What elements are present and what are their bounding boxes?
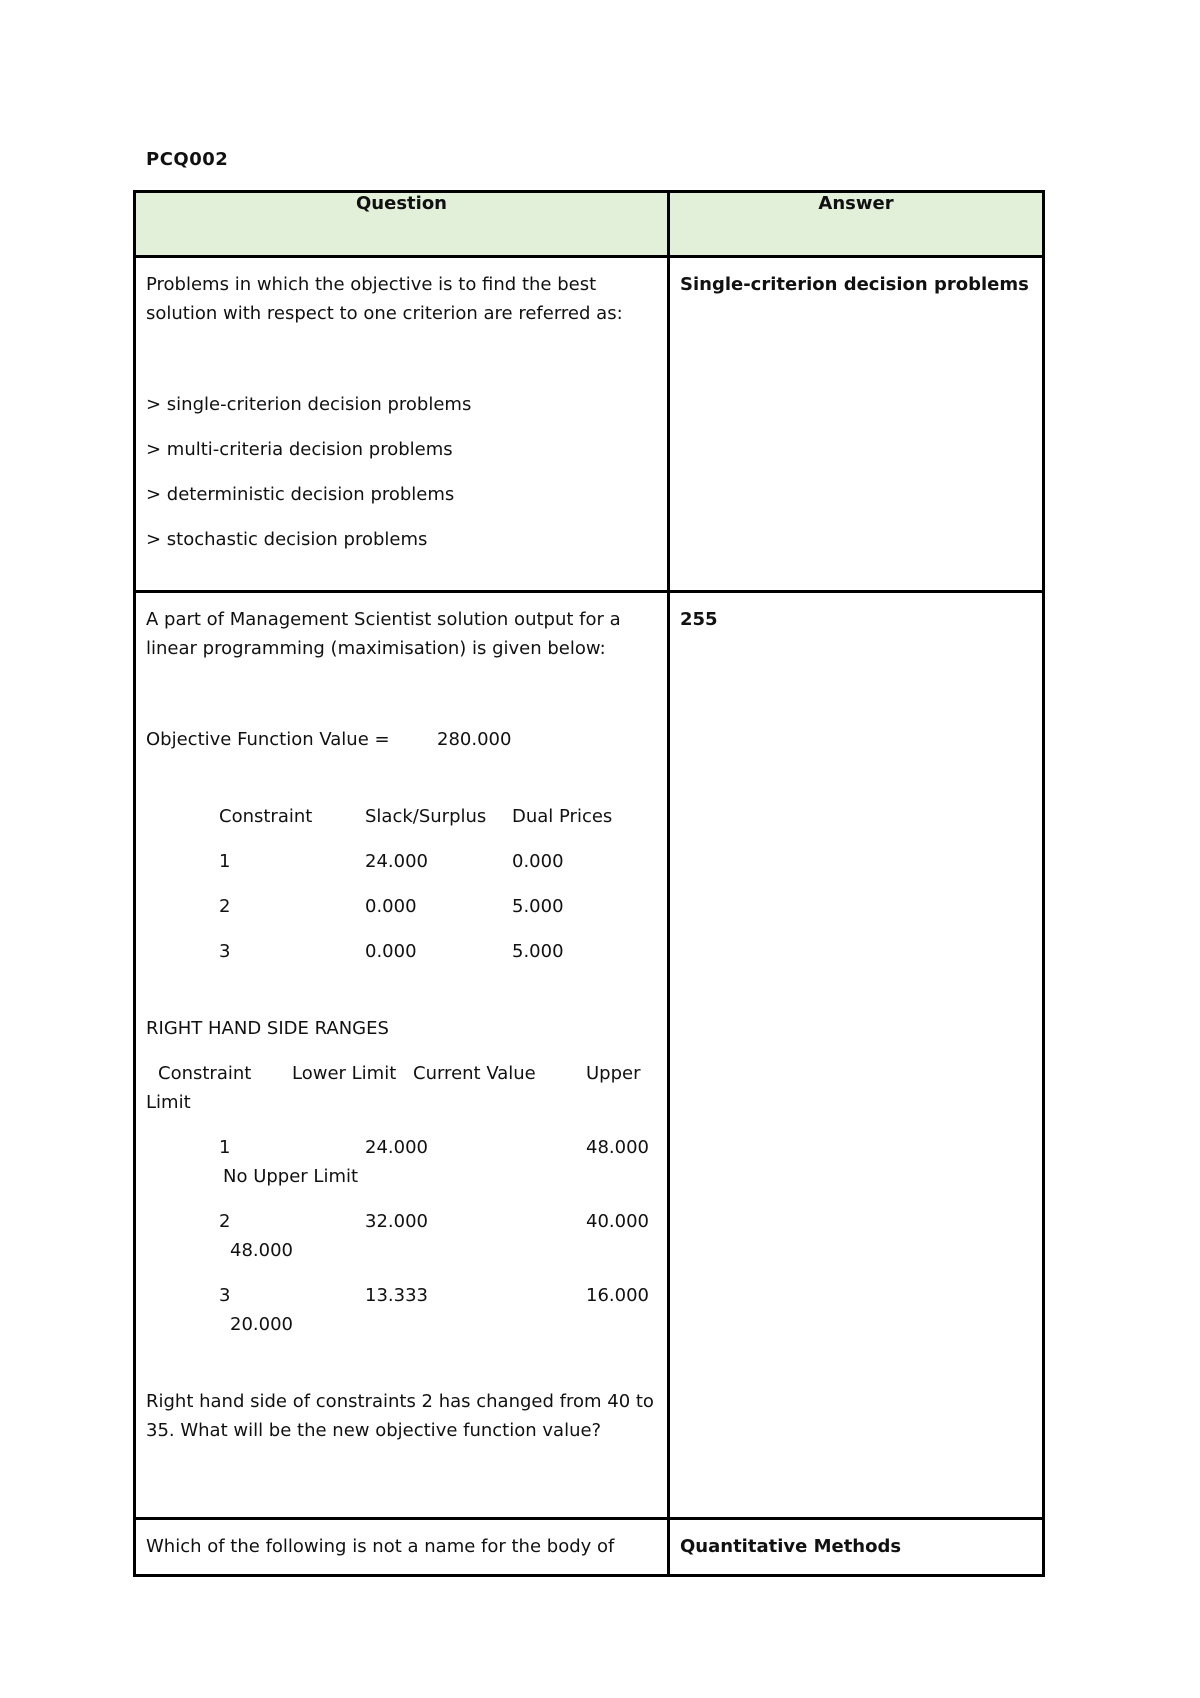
rhs-header-limit: Limit <box>146 1092 191 1113</box>
question-text: Right hand side of constraints 2 has changed from 40 to 35. What will be the new objective function value? <box>146 1391 654 1441</box>
table-row <box>135 592 1044 1519</box>
rhs-table-row <box>146 1281 657 1339</box>
question-intro: A part of Management Scientist solution output for a linear programming (maximisation) is given below: <box>146 609 621 659</box>
document-id: PCQ002 <box>146 149 229 170</box>
dual-table-row <box>146 937 657 966</box>
answer-cell <box>669 257 1044 592</box>
objective-function-value: 280.000 <box>437 729 512 750</box>
rhs-cell: 16.000 <box>586 1285 649 1306</box>
dual-cell: 0.000 <box>365 941 417 962</box>
table-header-row <box>135 192 1044 257</box>
objective-function-label: Objective Function Value = <box>146 729 390 750</box>
option-item: > stochastic decision problems <box>146 529 428 550</box>
rhs-header-constraint: Constraint <box>158 1063 252 1084</box>
question-cell <box>135 592 669 1519</box>
table-row <box>135 1519 1044 1576</box>
dual-cell: 5.000 <box>512 941 564 962</box>
answer-text: Single-criterion decision problems <box>680 274 1029 295</box>
answer-text: 255 <box>680 609 718 630</box>
question-answer-table <box>133 190 1045 1577</box>
objective-function-line <box>146 725 657 754</box>
dual-cell: 24.000 <box>365 851 428 872</box>
option-item: > deterministic decision problems <box>146 484 455 505</box>
option-item: > multi-criteria decision problems <box>146 439 453 460</box>
answer-text: Quantitative Methods <box>680 1536 902 1557</box>
rhs-cell: 2 <box>219 1211 231 1232</box>
rhs-table-header <box>146 1059 657 1117</box>
option-item: > single-criterion decision problems <box>146 394 472 415</box>
rhs-header-current: Current Value <box>413 1063 536 1084</box>
answer-header: Answer <box>669 192 1044 257</box>
dual-header-dual: Dual Prices <box>512 806 613 827</box>
question-header: Question <box>135 192 669 257</box>
rhs-title-line <box>146 1014 657 1043</box>
rhs-table-row <box>146 1207 657 1265</box>
dual-cell: 3 <box>219 941 231 962</box>
rhs-cell: 3 <box>219 1285 231 1306</box>
rhs-cell: 48.000 <box>230 1240 293 1261</box>
answer-cell <box>669 1519 1044 1576</box>
dual-table-row <box>146 847 657 876</box>
rhs-cell: 48.000 <box>586 1137 649 1158</box>
question-text: Problems in which the objective is to find the best solution with respect to one criterion are referred as: <box>146 274 623 324</box>
dual-cell: 1 <box>219 851 231 872</box>
dual-table-row <box>146 892 657 921</box>
dual-cell: 0.000 <box>512 851 564 872</box>
dual-table-header <box>146 802 657 831</box>
rhs-cell: 40.000 <box>586 1211 649 1232</box>
table-row <box>135 257 1044 592</box>
dual-header-slack: Slack/Surplus <box>365 806 487 827</box>
rhs-cell: 13.333 <box>365 1285 428 1306</box>
rhs-cell: 32.000 <box>365 1211 428 1232</box>
question-cell <box>135 257 669 592</box>
rhs-cell: 20.000 <box>230 1314 293 1335</box>
dual-cell: 0.000 <box>365 896 417 917</box>
dual-header-constraint: Constraint <box>219 806 313 827</box>
answer-cell <box>669 592 1044 1519</box>
rhs-title: RIGHT HAND SIDE RANGES <box>146 1018 389 1039</box>
question-text: Which of the following is not a name for the body of <box>146 1536 615 1557</box>
question-cell <box>135 1519 669 1576</box>
rhs-cell: 1 <box>219 1137 231 1158</box>
rhs-table-row <box>146 1133 657 1191</box>
rhs-cell: 24.000 <box>365 1137 428 1158</box>
rhs-header-lower: Lower Limit <box>292 1063 397 1084</box>
rhs-header-upper: Upper <box>586 1063 641 1084</box>
rhs-cell: No Upper Limit <box>223 1166 359 1187</box>
dual-cell: 5.000 <box>512 896 564 917</box>
dual-cell: 2 <box>219 896 231 917</box>
